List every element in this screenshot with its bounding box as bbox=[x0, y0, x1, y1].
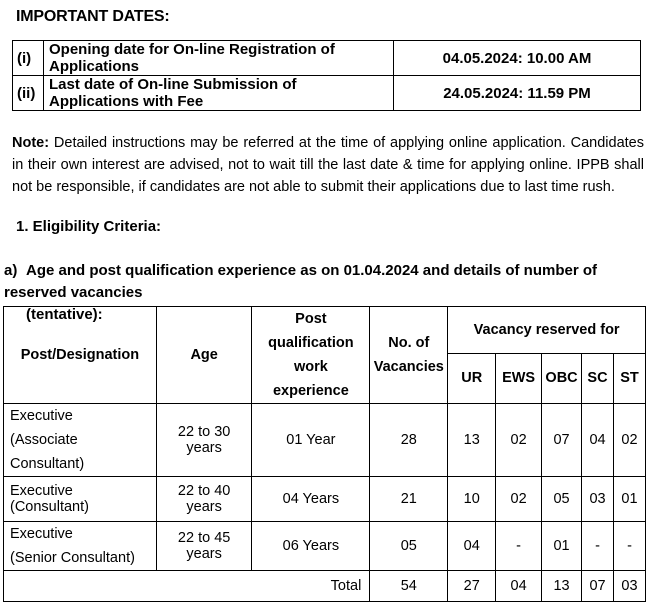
post-line2: (Associate Consultant) bbox=[10, 432, 85, 472]
total-ur: 27 bbox=[448, 571, 496, 602]
cell-obc: 05 bbox=[542, 477, 582, 522]
header-vacancies-line2: Vacancies bbox=[373, 359, 444, 375]
total-sc: 07 bbox=[582, 571, 614, 602]
cell-st: 02 bbox=[613, 404, 645, 477]
cell-age: 22 to 45 years bbox=[156, 522, 252, 571]
row-number: (i) bbox=[13, 41, 44, 76]
cell-ur: 13 bbox=[448, 404, 496, 477]
cell-ur: 04 bbox=[448, 522, 496, 571]
total-ews: 04 bbox=[496, 571, 542, 602]
total-st: 03 bbox=[613, 571, 645, 602]
cell-age: 22 to 30 years bbox=[156, 404, 252, 477]
cell-vacancies: 28 bbox=[370, 404, 448, 477]
table-row bbox=[4, 477, 646, 522]
total-label: Total bbox=[4, 571, 370, 602]
cell-experience: 06 Years bbox=[252, 522, 370, 571]
table-row bbox=[13, 76, 641, 111]
vacancy-table bbox=[3, 306, 646, 602]
note-text: Detailed instructions may be referred at the time of applying online application. Candidates in their own interest are advised, not to wait till the last date & time for applying online. IPPB shall not be responsible, if candidates are not able to submit their applications due to last time rush. bbox=[12, 135, 644, 195]
cell-sc: 03 bbox=[582, 477, 614, 522]
total-obc: 13 bbox=[542, 571, 582, 602]
eligibility-heading: 1. Eligibility Criteria: bbox=[16, 218, 162, 235]
row-number: (ii) bbox=[13, 76, 44, 111]
header-row bbox=[4, 307, 646, 354]
date-value: 04.05.2024: 10.00 AM bbox=[394, 41, 641, 76]
table-row bbox=[4, 522, 646, 571]
date-value: 24.05.2024: 11.59 PM bbox=[394, 76, 641, 111]
header-ur: UR bbox=[448, 353, 496, 403]
header-st: ST bbox=[613, 353, 645, 403]
cell-obc: 07 bbox=[542, 404, 582, 477]
note-paragraph bbox=[12, 132, 644, 198]
cell-ews: 02 bbox=[496, 477, 542, 522]
table-row bbox=[13, 41, 641, 76]
note-label: Note: bbox=[12, 135, 50, 151]
cell-age: 22 to 40 years bbox=[156, 477, 252, 522]
cell-experience: 01 Year bbox=[252, 404, 370, 477]
header-age: Age bbox=[156, 307, 252, 404]
post-line1: Executive bbox=[10, 408, 73, 424]
cell-ews: - bbox=[496, 522, 542, 571]
sub-line-2: (tentative): bbox=[26, 306, 103, 323]
header-vacancies-line1: No. of bbox=[388, 335, 430, 351]
date-label: Last date of On-line Submission of Applications with Fee bbox=[44, 76, 394, 111]
cell-st: 01 bbox=[613, 477, 645, 522]
table-row bbox=[4, 404, 646, 477]
header-experience bbox=[252, 307, 370, 404]
total-row bbox=[4, 571, 646, 602]
post-line2: (Senior Consultant) bbox=[10, 550, 135, 566]
header-obc: OBC bbox=[542, 353, 582, 403]
cell-post: Executive (Consultant) bbox=[4, 477, 157, 522]
header-reserved: Vacancy reserved for bbox=[448, 307, 646, 354]
header-experience-line2: work experience bbox=[272, 359, 349, 399]
header-post: Post/Designation bbox=[4, 307, 157, 404]
cell-experience: 04 Years bbox=[252, 477, 370, 522]
cell-ews: 02 bbox=[496, 404, 542, 477]
cell-post bbox=[4, 404, 157, 477]
header-experience-line1: Post qualification bbox=[268, 311, 354, 351]
sub-line-1: Age and post qualification experience as on 01.04.2024 and details of number of reserved vacancies bbox=[4, 262, 597, 301]
cell-sc: - bbox=[582, 522, 614, 571]
date-label: Opening date for On-line Registration of Applications bbox=[44, 41, 394, 76]
cell-obc: 01 bbox=[542, 522, 582, 571]
sub-marker: a) bbox=[4, 262, 18, 279]
cell-sc: 04 bbox=[582, 404, 614, 477]
cell-ur: 10 bbox=[448, 477, 496, 522]
total-vacancies: 54 bbox=[370, 571, 448, 602]
header-sc: SC bbox=[582, 353, 614, 403]
cell-vacancies: 05 bbox=[370, 522, 448, 571]
important-dates-table bbox=[12, 40, 641, 111]
cell-st: - bbox=[613, 522, 645, 571]
post-line1: Executive bbox=[10, 526, 73, 542]
header-ews: EWS bbox=[496, 353, 542, 403]
cell-vacancies: 21 bbox=[370, 477, 448, 522]
header-vacancies bbox=[370, 307, 448, 404]
important-dates-heading: IMPORTANT DATES: bbox=[16, 8, 170, 25]
cell-post bbox=[4, 522, 157, 571]
